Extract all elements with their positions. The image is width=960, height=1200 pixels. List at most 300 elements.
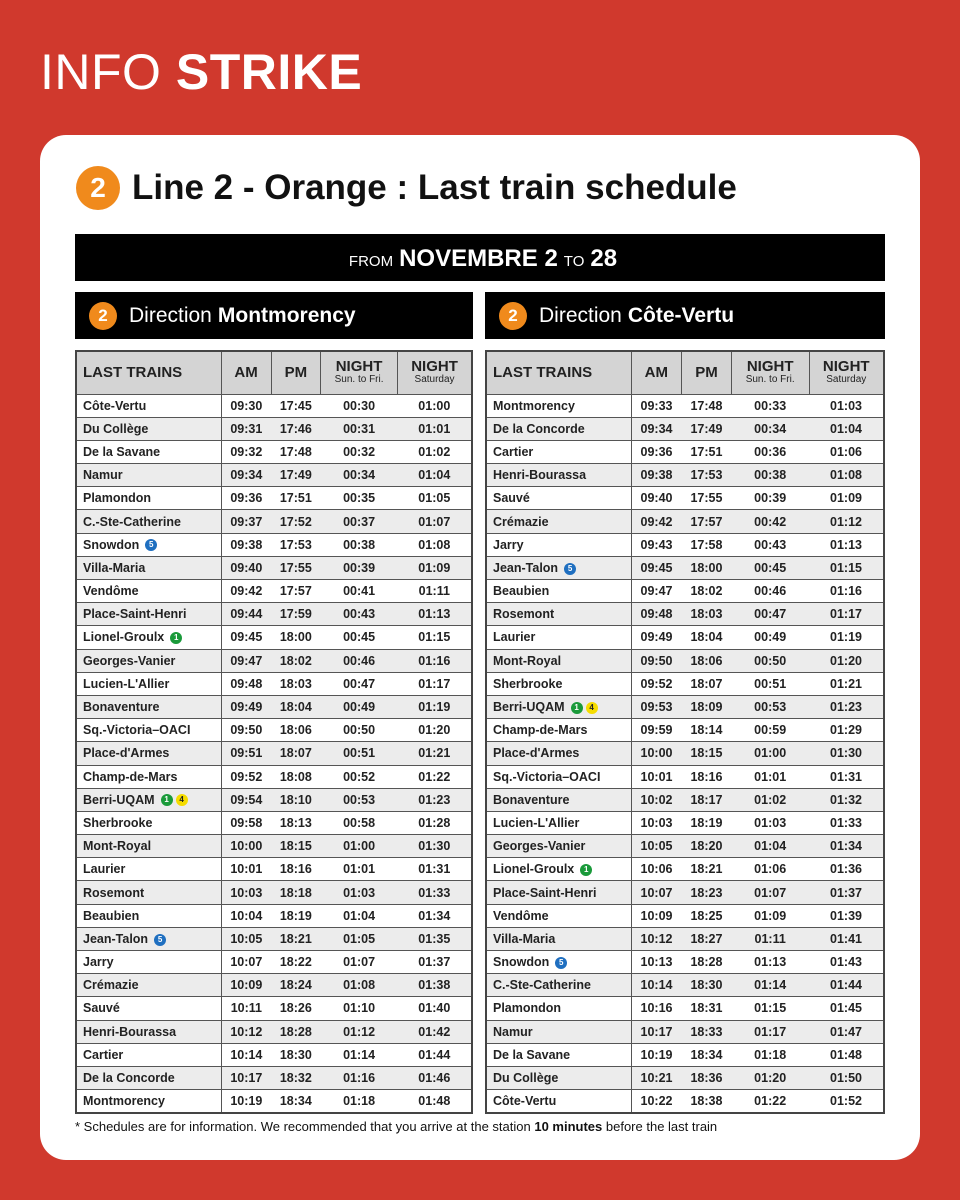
station-name: Lionel-Groulx xyxy=(493,862,575,877)
station-cell xyxy=(486,626,631,649)
station-name: Laurier xyxy=(83,862,126,877)
time-pm: 18:20 xyxy=(682,835,732,858)
time-pm: 18:06 xyxy=(682,649,732,672)
station-cell xyxy=(76,835,221,858)
station-cell xyxy=(486,580,631,603)
station-cell xyxy=(76,765,221,788)
time-night: 01:07 xyxy=(731,881,809,904)
time-am: 10:04 xyxy=(221,904,271,927)
time-pm: 18:22 xyxy=(271,951,320,974)
time-sat: 01:34 xyxy=(398,904,472,927)
station-cell xyxy=(76,626,221,649)
time-sat: 01:19 xyxy=(809,626,884,649)
station-name: Sauvé xyxy=(493,491,530,506)
station-name: Rosemont xyxy=(493,607,555,622)
time-am: 09:37 xyxy=(221,510,271,533)
station-name: Plamondon xyxy=(83,491,152,506)
time-pm: 18:21 xyxy=(271,927,320,950)
station-cell xyxy=(486,1090,631,1113)
station-name: Beaubien xyxy=(83,908,140,923)
station-cell xyxy=(486,417,631,440)
time-pm: 17:52 xyxy=(271,510,320,533)
time-sat: 01:39 xyxy=(809,904,884,927)
time-night: 00:51 xyxy=(321,742,398,765)
station-name: De la Savane xyxy=(83,444,161,459)
station-cell xyxy=(486,556,631,579)
time-am: 10:19 xyxy=(221,1090,271,1113)
time-sat: 01:29 xyxy=(809,719,884,742)
footnote xyxy=(75,1119,717,1134)
table-row xyxy=(486,580,884,603)
station-name: Place-d'Armes xyxy=(493,746,580,761)
brand-strike: STRIKE xyxy=(175,44,363,100)
time-am: 09:44 xyxy=(221,603,271,626)
period-start: NOVEMBRE 2 xyxy=(399,245,558,272)
time-am: 09:42 xyxy=(221,580,271,603)
station-cell xyxy=(76,1043,221,1066)
time-sat: 01:30 xyxy=(809,742,884,765)
table-row xyxy=(76,556,472,579)
station-name: Mont-Royal xyxy=(83,839,152,854)
time-night: 01:15 xyxy=(731,997,809,1020)
time-am: 09:52 xyxy=(221,765,271,788)
time-am: 09:53 xyxy=(631,695,682,718)
station-name: Jarry xyxy=(493,537,524,552)
time-am: 09:50 xyxy=(631,649,682,672)
station-name: Sauvé xyxy=(83,1001,120,1016)
time-sat: 01:33 xyxy=(809,811,884,834)
time-night: 01:11 xyxy=(731,927,809,950)
line-5-connection-icon: 5 xyxy=(564,563,576,575)
time-sat: 01:28 xyxy=(398,811,472,834)
table-row xyxy=(486,1020,884,1043)
station-cell xyxy=(486,765,631,788)
time-pm: 18:31 xyxy=(682,997,732,1020)
time-am: 09:52 xyxy=(631,672,682,695)
time-sat: 01:19 xyxy=(398,695,472,718)
direction-label: Direction xyxy=(539,303,622,327)
line-1-connection-icon: 1 xyxy=(170,632,182,644)
time-sat: 01:09 xyxy=(809,487,884,510)
time-night: 01:09 xyxy=(731,904,809,927)
station-cell xyxy=(486,881,631,904)
station-cell xyxy=(76,440,221,463)
time-sat: 01:09 xyxy=(398,556,472,579)
direction-header-montmorency xyxy=(75,292,473,339)
direction-name: Côte-Vertu xyxy=(627,303,735,327)
col-header-night xyxy=(731,351,809,394)
brand-header xyxy=(40,44,362,100)
time-pm: 17:51 xyxy=(271,487,320,510)
time-pm: 17:55 xyxy=(682,487,732,510)
time-pm: 18:04 xyxy=(271,695,320,718)
time-sat: 01:04 xyxy=(398,464,472,487)
col-header-label: NIGHT xyxy=(335,358,383,376)
time-am: 10:22 xyxy=(631,1090,682,1113)
station-cell xyxy=(76,580,221,603)
table-row xyxy=(486,742,884,765)
station-cell xyxy=(76,672,221,695)
time-night: 01:03 xyxy=(321,881,398,904)
time-am: 10:13 xyxy=(631,951,682,974)
time-pm: 18:34 xyxy=(682,1043,732,1066)
time-pm: 18:06 xyxy=(271,719,320,742)
time-night: 00:39 xyxy=(321,556,398,579)
time-pm: 18:13 xyxy=(271,811,320,834)
time-pm: 18:16 xyxy=(682,765,732,788)
station-name: Cartier xyxy=(83,1047,124,1062)
station-cell xyxy=(486,951,631,974)
time-pm: 18:36 xyxy=(682,1066,732,1089)
station-cell xyxy=(76,487,221,510)
table-row xyxy=(486,811,884,834)
time-night: 00:50 xyxy=(731,649,809,672)
station-cell xyxy=(486,464,631,487)
time-night: 01:16 xyxy=(321,1066,398,1089)
time-pm: 18:15 xyxy=(682,742,732,765)
header-row xyxy=(486,351,884,394)
time-am: 10:17 xyxy=(221,1066,271,1089)
station-name: Bonaventure xyxy=(83,700,160,715)
line-5-connection-icon: 5 xyxy=(145,539,157,551)
time-am: 10:03 xyxy=(221,881,271,904)
time-sat: 01:15 xyxy=(809,556,884,579)
station-name: Crémazie xyxy=(493,514,549,529)
time-sat: 01:21 xyxy=(398,742,472,765)
time-am: 10:12 xyxy=(631,927,682,950)
table-row xyxy=(76,695,472,718)
table-row xyxy=(76,742,472,765)
station-cell xyxy=(76,719,221,742)
time-night: 01:18 xyxy=(731,1043,809,1066)
time-pm: 18:26 xyxy=(271,997,320,1020)
time-pm: 18:33 xyxy=(682,1020,732,1043)
time-sat: 01:32 xyxy=(809,788,884,811)
time-night: 01:03 xyxy=(731,811,809,834)
time-sat: 01:13 xyxy=(809,533,884,556)
table-row xyxy=(76,1043,472,1066)
station-cell xyxy=(486,835,631,858)
table-row xyxy=(486,464,884,487)
col-header-am xyxy=(221,351,271,394)
table-row xyxy=(76,835,472,858)
time-sat: 01:05 xyxy=(398,487,472,510)
table-row xyxy=(76,1020,472,1043)
time-night: 00:34 xyxy=(731,417,809,440)
station-cell xyxy=(486,742,631,765)
station-name: Place-d'Armes xyxy=(83,746,170,761)
time-pm: 17:45 xyxy=(271,394,320,417)
time-night: 01:05 xyxy=(321,927,398,950)
time-am: 10:07 xyxy=(631,881,682,904)
time-night: 00:43 xyxy=(731,533,809,556)
station-name: Montmorency xyxy=(83,1093,165,1108)
station-cell xyxy=(486,487,631,510)
table-row xyxy=(486,951,884,974)
table-row xyxy=(76,580,472,603)
table-row xyxy=(76,510,472,533)
table-row xyxy=(486,927,884,950)
time-pm: 18:00 xyxy=(682,556,732,579)
time-sat: 01:00 xyxy=(398,394,472,417)
time-night: 01:07 xyxy=(321,951,398,974)
station-cell xyxy=(486,695,631,718)
time-pm: 18:09 xyxy=(682,695,732,718)
col-header-pm xyxy=(682,351,732,394)
time-sat: 01:03 xyxy=(809,394,884,417)
station-name: Lionel-Groulx xyxy=(83,630,165,645)
time-night: 00:37 xyxy=(321,510,398,533)
time-sat: 01:23 xyxy=(809,695,884,718)
table-row xyxy=(486,556,884,579)
station-name: Place-Saint-Henri xyxy=(493,885,597,900)
time-sat: 01:15 xyxy=(398,626,472,649)
time-night: 00:45 xyxy=(321,626,398,649)
time-am: 10:09 xyxy=(221,974,271,997)
time-sat: 01:13 xyxy=(398,603,472,626)
time-night: 00:47 xyxy=(321,672,398,695)
footnote-text: * Schedules are for information. We recommended that you arrive at the station xyxy=(75,1119,535,1134)
table-row xyxy=(76,997,472,1020)
time-pm: 18:02 xyxy=(271,649,320,672)
time-sat: 01:07 xyxy=(398,510,472,533)
table-row xyxy=(486,1043,884,1066)
time-pm: 17:53 xyxy=(682,464,732,487)
station-cell xyxy=(76,904,221,927)
time-night: 00:32 xyxy=(321,440,398,463)
time-am: 09:54 xyxy=(221,788,271,811)
period-banner xyxy=(75,234,885,281)
time-am: 09:38 xyxy=(631,464,682,487)
line-1-connection-icon: 1 xyxy=(161,794,173,806)
time-am: 10:21 xyxy=(631,1066,682,1089)
col-header-label: PM xyxy=(695,364,718,382)
time-night: 00:42 xyxy=(731,510,809,533)
time-night: 00:58 xyxy=(321,811,398,834)
time-am: 10:01 xyxy=(221,858,271,881)
line-5-connection-icon: 5 xyxy=(154,934,166,946)
station-name: Côte-Vertu xyxy=(493,1093,557,1108)
time-night: 00:49 xyxy=(321,695,398,718)
time-pm: 18:24 xyxy=(271,974,320,997)
time-night: 01:14 xyxy=(731,974,809,997)
time-night: 01:20 xyxy=(731,1066,809,1089)
col-header-label: NIGHT xyxy=(822,358,870,376)
time-pm: 18:10 xyxy=(271,788,320,811)
time-sat: 01:08 xyxy=(809,464,884,487)
period-from: FROM xyxy=(348,253,394,270)
direction-label: Direction xyxy=(129,303,212,327)
time-night: 00:49 xyxy=(731,626,809,649)
station-name: Berri-UQAM xyxy=(83,792,155,807)
station-cell xyxy=(76,881,221,904)
time-sat: 01:31 xyxy=(809,765,884,788)
station-cell xyxy=(486,1043,631,1066)
time-sat: 01:16 xyxy=(398,649,472,672)
time-pm: 18:04 xyxy=(682,626,732,649)
station-cell xyxy=(486,788,631,811)
time-pm: 17:58 xyxy=(682,533,732,556)
time-pm: 18:08 xyxy=(271,765,320,788)
time-pm: 17:49 xyxy=(682,417,732,440)
station-name: Côte-Vertu xyxy=(83,398,147,413)
period-end: 28 xyxy=(590,245,618,272)
station-name: Place-Saint-Henri xyxy=(83,607,187,622)
direction-name: Montmorency xyxy=(217,303,356,327)
time-sat: 01:47 xyxy=(809,1020,884,1043)
time-pm: 18:23 xyxy=(682,881,732,904)
station-cell xyxy=(486,719,631,742)
period-to: TO xyxy=(563,253,585,270)
col-header-sat xyxy=(809,351,884,394)
table-row xyxy=(76,811,472,834)
table-row xyxy=(486,417,884,440)
time-sat: 01:22 xyxy=(398,765,472,788)
time-night: 00:52 xyxy=(321,765,398,788)
station-cell xyxy=(76,858,221,881)
title-text: Line 2 - Orange : Last train schedule xyxy=(132,168,737,207)
time-am: 09:50 xyxy=(221,719,271,742)
station-cell xyxy=(76,510,221,533)
time-am: 10:07 xyxy=(221,951,271,974)
station-name: Villa-Maria xyxy=(493,931,556,946)
station-name: Georges-Vanier xyxy=(493,839,586,854)
line-5-connection-icon: 5 xyxy=(555,957,567,969)
time-pm: 18:30 xyxy=(271,1043,320,1066)
table-row xyxy=(486,997,884,1020)
time-pm: 18:02 xyxy=(682,580,732,603)
time-night: 00:53 xyxy=(731,695,809,718)
station-cell xyxy=(76,788,221,811)
time-am: 10:00 xyxy=(221,835,271,858)
station-name: Rosemont xyxy=(83,885,145,900)
station-name: Lucien-L'Allier xyxy=(83,676,170,691)
time-pm: 18:25 xyxy=(682,904,732,927)
station-cell xyxy=(76,997,221,1020)
table-row xyxy=(76,533,472,556)
station-cell xyxy=(76,742,221,765)
table-row xyxy=(76,440,472,463)
table-row xyxy=(486,510,884,533)
time-pm: 18:19 xyxy=(682,811,732,834)
station-cell xyxy=(76,974,221,997)
table-row xyxy=(76,626,472,649)
time-am: 10:09 xyxy=(631,904,682,927)
station-name: Beaubien xyxy=(493,584,550,599)
schedule-table-cote-vertu xyxy=(485,350,885,1114)
table-row xyxy=(76,788,472,811)
time-night: 00:59 xyxy=(731,719,809,742)
time-night: 00:45 xyxy=(731,556,809,579)
time-am: 09:32 xyxy=(221,440,271,463)
time-sat: 01:48 xyxy=(398,1090,472,1113)
station-cell xyxy=(486,974,631,997)
station-cell xyxy=(76,464,221,487)
header-row xyxy=(76,351,472,394)
time-am: 10:06 xyxy=(631,858,682,881)
table-row xyxy=(486,533,884,556)
time-night: 01:22 xyxy=(731,1090,809,1113)
time-sat: 01:01 xyxy=(398,417,472,440)
time-am: 09:34 xyxy=(631,417,682,440)
col-header-sub: Sun. to Fri. xyxy=(745,374,795,386)
line-2-icon: 2 xyxy=(76,166,120,210)
time-pm: 18:07 xyxy=(682,672,732,695)
station-name: Du Collège xyxy=(493,1071,559,1086)
table-row xyxy=(76,603,472,626)
station-cell xyxy=(486,649,631,672)
time-sat: 01:44 xyxy=(809,974,884,997)
table-row xyxy=(486,440,884,463)
station-name: Cartier xyxy=(493,444,534,459)
table-row xyxy=(486,765,884,788)
station-cell xyxy=(486,1066,631,1089)
time-am: 10:02 xyxy=(631,788,682,811)
time-night: 00:50 xyxy=(321,719,398,742)
time-night: 00:30 xyxy=(321,394,398,417)
time-pm: 18:30 xyxy=(682,974,732,997)
time-am: 10:11 xyxy=(221,997,271,1020)
table-row xyxy=(76,464,472,487)
time-pm: 18:19 xyxy=(271,904,320,927)
col-header-sub: Sun. to Fri. xyxy=(334,374,384,386)
station-cell xyxy=(76,951,221,974)
station-name: Jean-Talon xyxy=(493,560,559,575)
col-header-sub: Saturday xyxy=(826,374,867,386)
table-row xyxy=(486,603,884,626)
station-name: Henri-Bourassa xyxy=(493,468,587,483)
time-pm: 18:38 xyxy=(682,1090,732,1113)
time-am: 09:40 xyxy=(631,487,682,510)
time-pm: 18:03 xyxy=(271,672,320,695)
table-row xyxy=(76,974,472,997)
time-am: 09:48 xyxy=(221,672,271,695)
time-am: 09:49 xyxy=(221,695,271,718)
station-name: Sq.-Victoria–OACI xyxy=(493,769,601,784)
time-sat: 01:46 xyxy=(398,1066,472,1089)
table-row xyxy=(486,788,884,811)
time-pm: 18:32 xyxy=(271,1066,320,1089)
table-row xyxy=(486,719,884,742)
table-row xyxy=(76,927,472,950)
schedule-table-montmorency xyxy=(75,350,473,1114)
col-header-am xyxy=(631,351,682,394)
time-am: 10:05 xyxy=(221,927,271,950)
time-sat: 01:20 xyxy=(398,719,472,742)
time-night: 00:47 xyxy=(731,603,809,626)
col-header-last-trains: LAST TRAINS xyxy=(486,351,631,394)
table-row xyxy=(486,672,884,695)
time-sat: 01:30 xyxy=(398,835,472,858)
col-header-sat xyxy=(398,351,472,394)
station-name: Mont-Royal xyxy=(493,653,562,668)
table-row xyxy=(486,1066,884,1089)
line-2-icon: 2 xyxy=(499,302,527,330)
time-sat: 01:12 xyxy=(809,510,884,533)
table-row xyxy=(76,858,472,881)
station-name: Plamondon xyxy=(493,1001,562,1016)
station-name: C.-Ste-Catherine xyxy=(493,978,591,993)
time-sat: 01:42 xyxy=(398,1020,472,1043)
time-am: 09:30 xyxy=(221,394,271,417)
time-night: 01:08 xyxy=(321,974,398,997)
time-am: 10:14 xyxy=(631,974,682,997)
time-am: 09:36 xyxy=(221,487,271,510)
station-cell xyxy=(76,533,221,556)
time-am: 09:45 xyxy=(221,626,271,649)
station-name: Vendôme xyxy=(493,908,549,923)
time-am: 10:00 xyxy=(631,742,682,765)
